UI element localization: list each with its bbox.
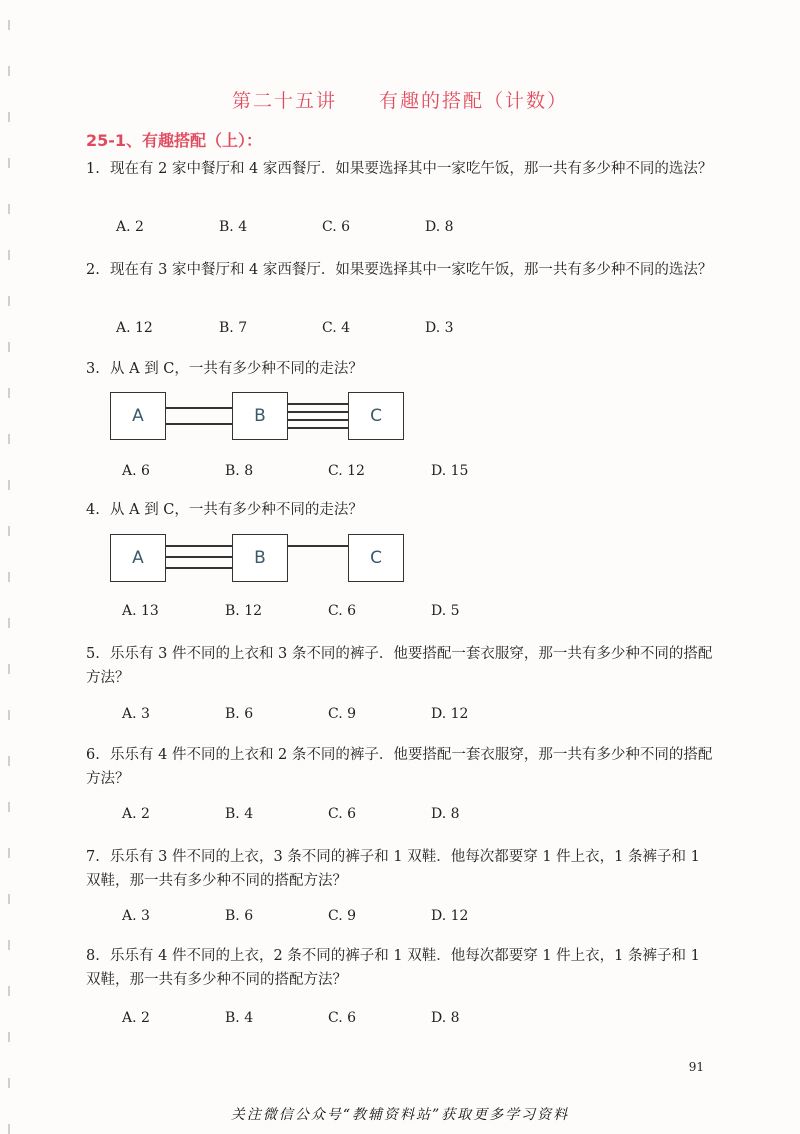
- path-line-bc: [287, 411, 349, 413]
- margin-tick: [8, 1032, 10, 1042]
- option-c: C. 4: [322, 320, 351, 336]
- route-diagram-2: [110, 534, 410, 590]
- margin-tick: [8, 20, 10, 30]
- option-b: B. 12: [225, 603, 263, 619]
- question-stem: 现在有 3 家中餐厅和 4 家西餐厅．如果要选择其中一家吃午饭，那一共有多少种不同的选法？: [110, 262, 713, 278]
- margin-tick: [8, 756, 10, 766]
- option-c: C. 9: [328, 908, 357, 924]
- margin-tick: [8, 618, 10, 628]
- margin-tick: [8, 710, 10, 720]
- path-line-ab: [165, 407, 233, 409]
- option-c: C. 6: [328, 1010, 357, 1026]
- path-line-ab: [165, 556, 233, 558]
- margin-tick: [8, 664, 10, 674]
- node-c-box: C: [348, 534, 404, 582]
- margin-tick: [8, 296, 10, 306]
- binding-margin-ticks: [8, 0, 12, 1131]
- question-stem: 乐乐有 4 件不同的上衣和 2 条不同的裤子．他要搭配一套衣服穿，那一共有多少种不同的搭配方法？: [86, 747, 713, 787]
- margin-tick: [8, 802, 10, 812]
- path-line-ab: [165, 567, 233, 569]
- path-line-bc: [287, 419, 349, 421]
- option-a: A. 2: [116, 219, 144, 235]
- option-d: D. 3: [425, 320, 454, 336]
- node-a-box: A: [110, 392, 166, 440]
- question-5: [86, 642, 716, 690]
- question-7: [86, 845, 716, 893]
- section-heading: 25-1、有趣搭配（上）：: [86, 131, 263, 150]
- option-c: C. 6: [328, 603, 357, 619]
- option-b: B. 4: [225, 806, 254, 822]
- node-b-box: B: [232, 534, 288, 582]
- question-number: 5.: [86, 646, 100, 662]
- question-number: 1.: [86, 161, 100, 177]
- option-a: A. 2: [122, 1010, 150, 1026]
- option-d: D. 15: [431, 463, 469, 479]
- option-d: D. 5: [431, 603, 460, 619]
- margin-tick: [8, 480, 10, 490]
- question-3: [86, 357, 716, 381]
- question-stem: 从 A 到 C，一共有多少种不同的走法？: [110, 502, 363, 518]
- question-number: 7.: [86, 849, 100, 865]
- margin-tick: [8, 342, 10, 352]
- question-stem: 乐乐有 4 件不同的上衣，2 条不同的裤子和 1 双鞋．他每次都要穿 1 件上衣，1 条裤子和 1 双鞋，那一共有多少种不同的搭配方法？: [86, 948, 700, 988]
- question-number: 6.: [86, 747, 100, 763]
- option-a: A. 3: [122, 908, 150, 924]
- question-number: 8.: [86, 948, 100, 964]
- option-a: A. 3: [122, 706, 150, 722]
- path-line-bc: [287, 427, 349, 429]
- margin-tick: [8, 388, 10, 398]
- margin-tick: [8, 1078, 10, 1088]
- margin-tick: [8, 434, 10, 444]
- question-stem: 现在有 2 家中餐厅和 4 家西餐厅．如果要选择其中一家吃午饭，那一共有多少种不同的选法？: [110, 161, 713, 177]
- question-stem: 乐乐有 3 件不同的上衣，3 条不同的裤子和 1 双鞋．他每次都要穿 1 件上衣，1 条裤子和 1 双鞋，那一共有多少种不同的搭配方法？: [86, 849, 700, 889]
- option-d: D. 8: [425, 219, 454, 235]
- option-b: B. 4: [225, 1010, 254, 1026]
- margin-tick: [8, 572, 10, 582]
- question-2: [86, 258, 716, 282]
- margin-tick: [8, 158, 10, 168]
- margin-tick: [8, 894, 10, 904]
- question-4: [86, 498, 716, 522]
- option-a: A. 2: [122, 806, 150, 822]
- option-b: B. 6: [225, 706, 254, 722]
- question-6: [86, 743, 716, 791]
- footer-watermark: 关注微信公众号“教辅资料站”获取更多学习资料: [230, 1107, 570, 1123]
- node-a-box: A: [110, 534, 166, 582]
- margin-tick: [8, 204, 10, 214]
- margin-tick: [8, 250, 10, 260]
- margin-tick: [8, 940, 10, 950]
- question-stem: 乐乐有 3 件不同的上衣和 3 条不同的裤子．他要搭配一套衣服穿，那一共有多少种不同的搭配方法？: [86, 646, 713, 686]
- margin-tick: [8, 112, 10, 122]
- option-c: C. 9: [328, 706, 357, 722]
- option-b: B. 8: [225, 463, 254, 479]
- margin-tick: [8, 526, 10, 536]
- margin-tick: [8, 1124, 10, 1134]
- option-b: B. 4: [219, 219, 248, 235]
- option-d: D. 12: [431, 706, 469, 722]
- question-number: 3.: [86, 361, 100, 377]
- option-d: D. 8: [431, 806, 460, 822]
- option-a: A. 13: [122, 603, 159, 619]
- lesson-title: 第二十五讲 有趣的搭配（计数）: [231, 90, 568, 112]
- margin-tick: [8, 66, 10, 76]
- route-diagram-1: [110, 392, 410, 448]
- page-number: 91: [688, 1060, 704, 1074]
- option-d: D. 12: [431, 908, 469, 924]
- option-c: C. 6: [322, 219, 351, 235]
- node-b-box: B: [232, 392, 288, 440]
- option-a: A. 6: [122, 463, 150, 479]
- path-line-ab: [165, 423, 233, 425]
- option-b: B. 6: [225, 908, 254, 924]
- path-line-ab: [165, 545, 233, 547]
- node-c-box: C: [348, 392, 404, 440]
- margin-tick: [8, 986, 10, 996]
- question-1: [86, 157, 716, 181]
- question-number: 2.: [86, 262, 100, 278]
- option-a: A. 12: [116, 320, 153, 336]
- margin-tick: [8, 848, 10, 858]
- path-line-bc: [287, 545, 349, 547]
- option-c: C. 6: [328, 806, 357, 822]
- question-stem: 从 A 到 C，一共有多少种不同的走法？: [110, 361, 363, 377]
- option-b: B. 7: [219, 320, 248, 336]
- path-line-bc: [287, 403, 349, 405]
- option-c: C. 12: [328, 463, 365, 479]
- question-number: 4.: [86, 502, 100, 518]
- option-d: D. 8: [431, 1010, 460, 1026]
- question-8: [86, 944, 716, 992]
